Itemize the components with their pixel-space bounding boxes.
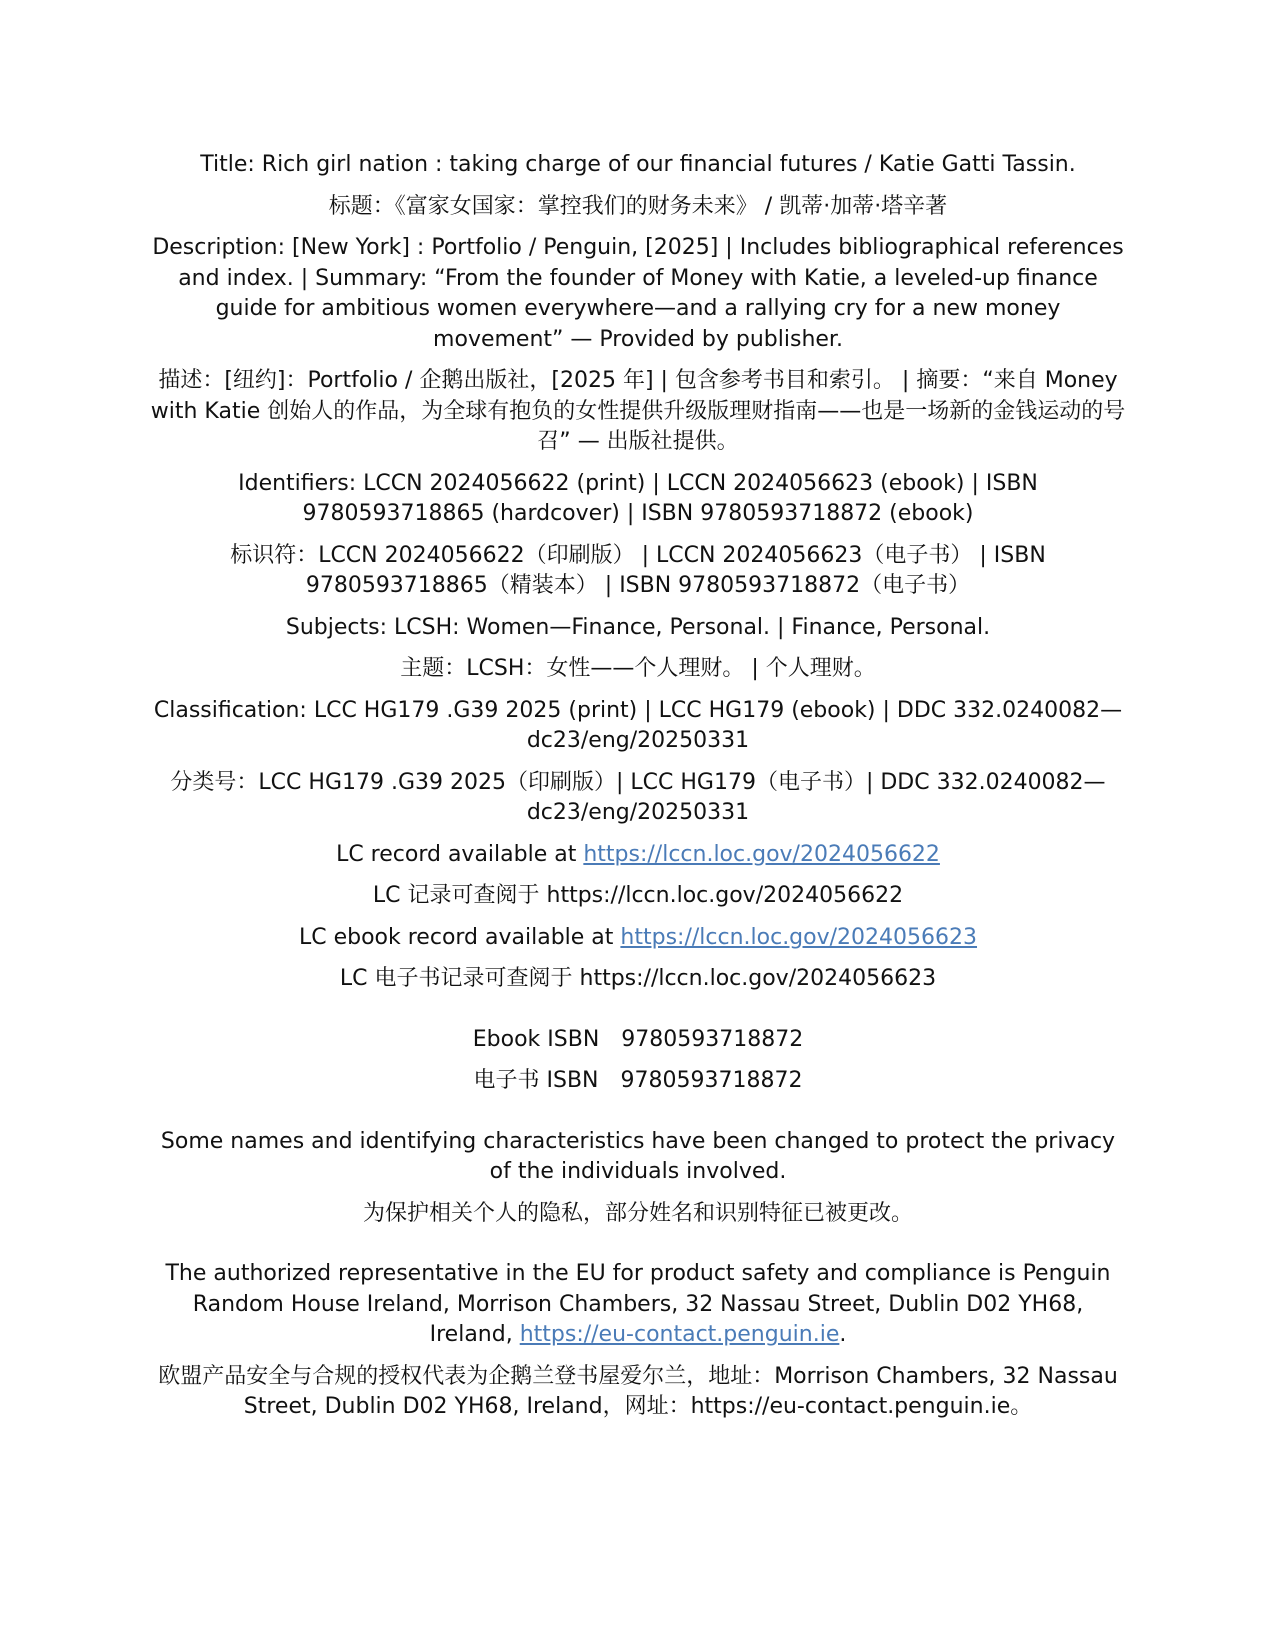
privacy-notice-en: Some names and identifying characteristics have been changed to protect the privacy of the individuals involved.	[160, 1128, 1116, 1184]
lc-record-en	[148, 840, 1128, 871]
lc-ebook-record-prefix: LC ebook record available at	[298, 924, 621, 950]
ebook-isbn-label-zh: 电子书 ISBN	[473, 1068, 599, 1093]
copyright-page	[148, 150, 1128, 1434]
identifiers-en: Identifiers: LCCN 2024056622 (print) | LCCN 2024056623 (ebook) | ISBN 9780593718865 (hardcover) | ISBN 9780593718872 (ebook)	[238, 470, 1038, 526]
eu-representative-en	[148, 1259, 1128, 1351]
lc-record-link[interactable]: https://lccn.loc.gov/2024056622	[583, 841, 940, 867]
eu-contact-link[interactable]: https://eu-contact.penguin.ie	[519, 1322, 840, 1347]
ebook-isbn-value-zh: 9780593718872	[620, 1068, 803, 1093]
identifiers-zh: 标识符：LCCN 2024056622（印刷版） | LCCN 2024056623（电子书） | ISBN 9780593718865（精装本） | ISBN 9780593718872（电子书）	[230, 542, 1046, 598]
ebook-isbn-value-en: 9780593718872	[621, 1026, 804, 1052]
privacy-notice-zh: 为保护相关个人的隐私，部分姓名和识别特征已被更改。	[362, 1200, 913, 1226]
lc-ebook-record-zh: LC 电子书记录可查阅于 https://lccn.loc.gov/2024056623	[339, 966, 937, 991]
lc-record-prefix: LC record available at	[336, 841, 584, 867]
eu-representative-zh: 欧盟产品安全与合规的授权代表为企鹅兰登书屋爱尔兰，地址：Morrison Chambers, 32 Nassau Street, Dublin D02 YH68, Ireland，网址：https://eu-contact.penguin.ie。	[158, 1363, 1118, 1419]
lc-ebook-record-en	[148, 923, 1128, 954]
description-en: Description: [New York] : Portfolio / Penguin, [2025] | Includes bibliographical references and index. | Summary: “From the founder of Money with Katie, a leveled-up finance guide for ambitious women everywhere—and a rallying cry for a new money movement” — Provided by publisher.	[152, 235, 1124, 352]
description-zh: 描述：[纽约]：Portfolio / 企鹅出版社，[2025 年] | 包含参考书目和索引。 | 摘要：“来自 Money with Katie 创始人的作品，为全球有抱负的女性提供升级版理财指南——也是一场新的金钱运动的号召” — 出版社提供。	[150, 368, 1126, 454]
eu-representative-suffix: .	[839, 1322, 847, 1347]
ebook-isbn-zh	[148, 1066, 1128, 1097]
subjects-zh: 主题：LCSH：女性——个人理财。 | 个人理财。	[400, 656, 876, 681]
title-zh: 标题：《富家女国家：掌控我们的财务未来》 / 凯蒂·加蒂·塔辛著	[328, 193, 948, 219]
ebook-isbn-label-en: Ebook ISBN	[472, 1026, 600, 1052]
lc-record-zh: LC 记录可查阅于 https://lccn.loc.gov/2024056622	[372, 883, 904, 908]
title-en: Title: Rich girl nation : taking charge of our financial futures / Katie Gatti Tassin.	[200, 152, 1076, 177]
classification-en: Classification: LCC HG179 .G39 2025 (print) | LCC HG179 (ebook) | DDC 332.0240082—dc23/eng/20250331	[153, 697, 1123, 753]
lc-ebook-record-link[interactable]: https://lccn.loc.gov/2024056623	[620, 924, 978, 950]
classification-zh: 分类号：LCC HG179 .G39 2025（印刷版）| LCC HG179（电子书）| DDC 332.0240082—dc23/eng/20250331	[170, 769, 1106, 825]
eu-representative-text: The authorized representative in the EU for product safety and compliance is Penguin Random House Ireland, Morrison Chambers, 32 Nassau Street, Dublin D02 YH68, Ireland,	[165, 1261, 1111, 1347]
ebook-isbn-en	[148, 1025, 1128, 1056]
subjects-en: Subjects: LCSH: Women—Finance, Personal. | Finance, Personal.	[285, 614, 991, 640]
